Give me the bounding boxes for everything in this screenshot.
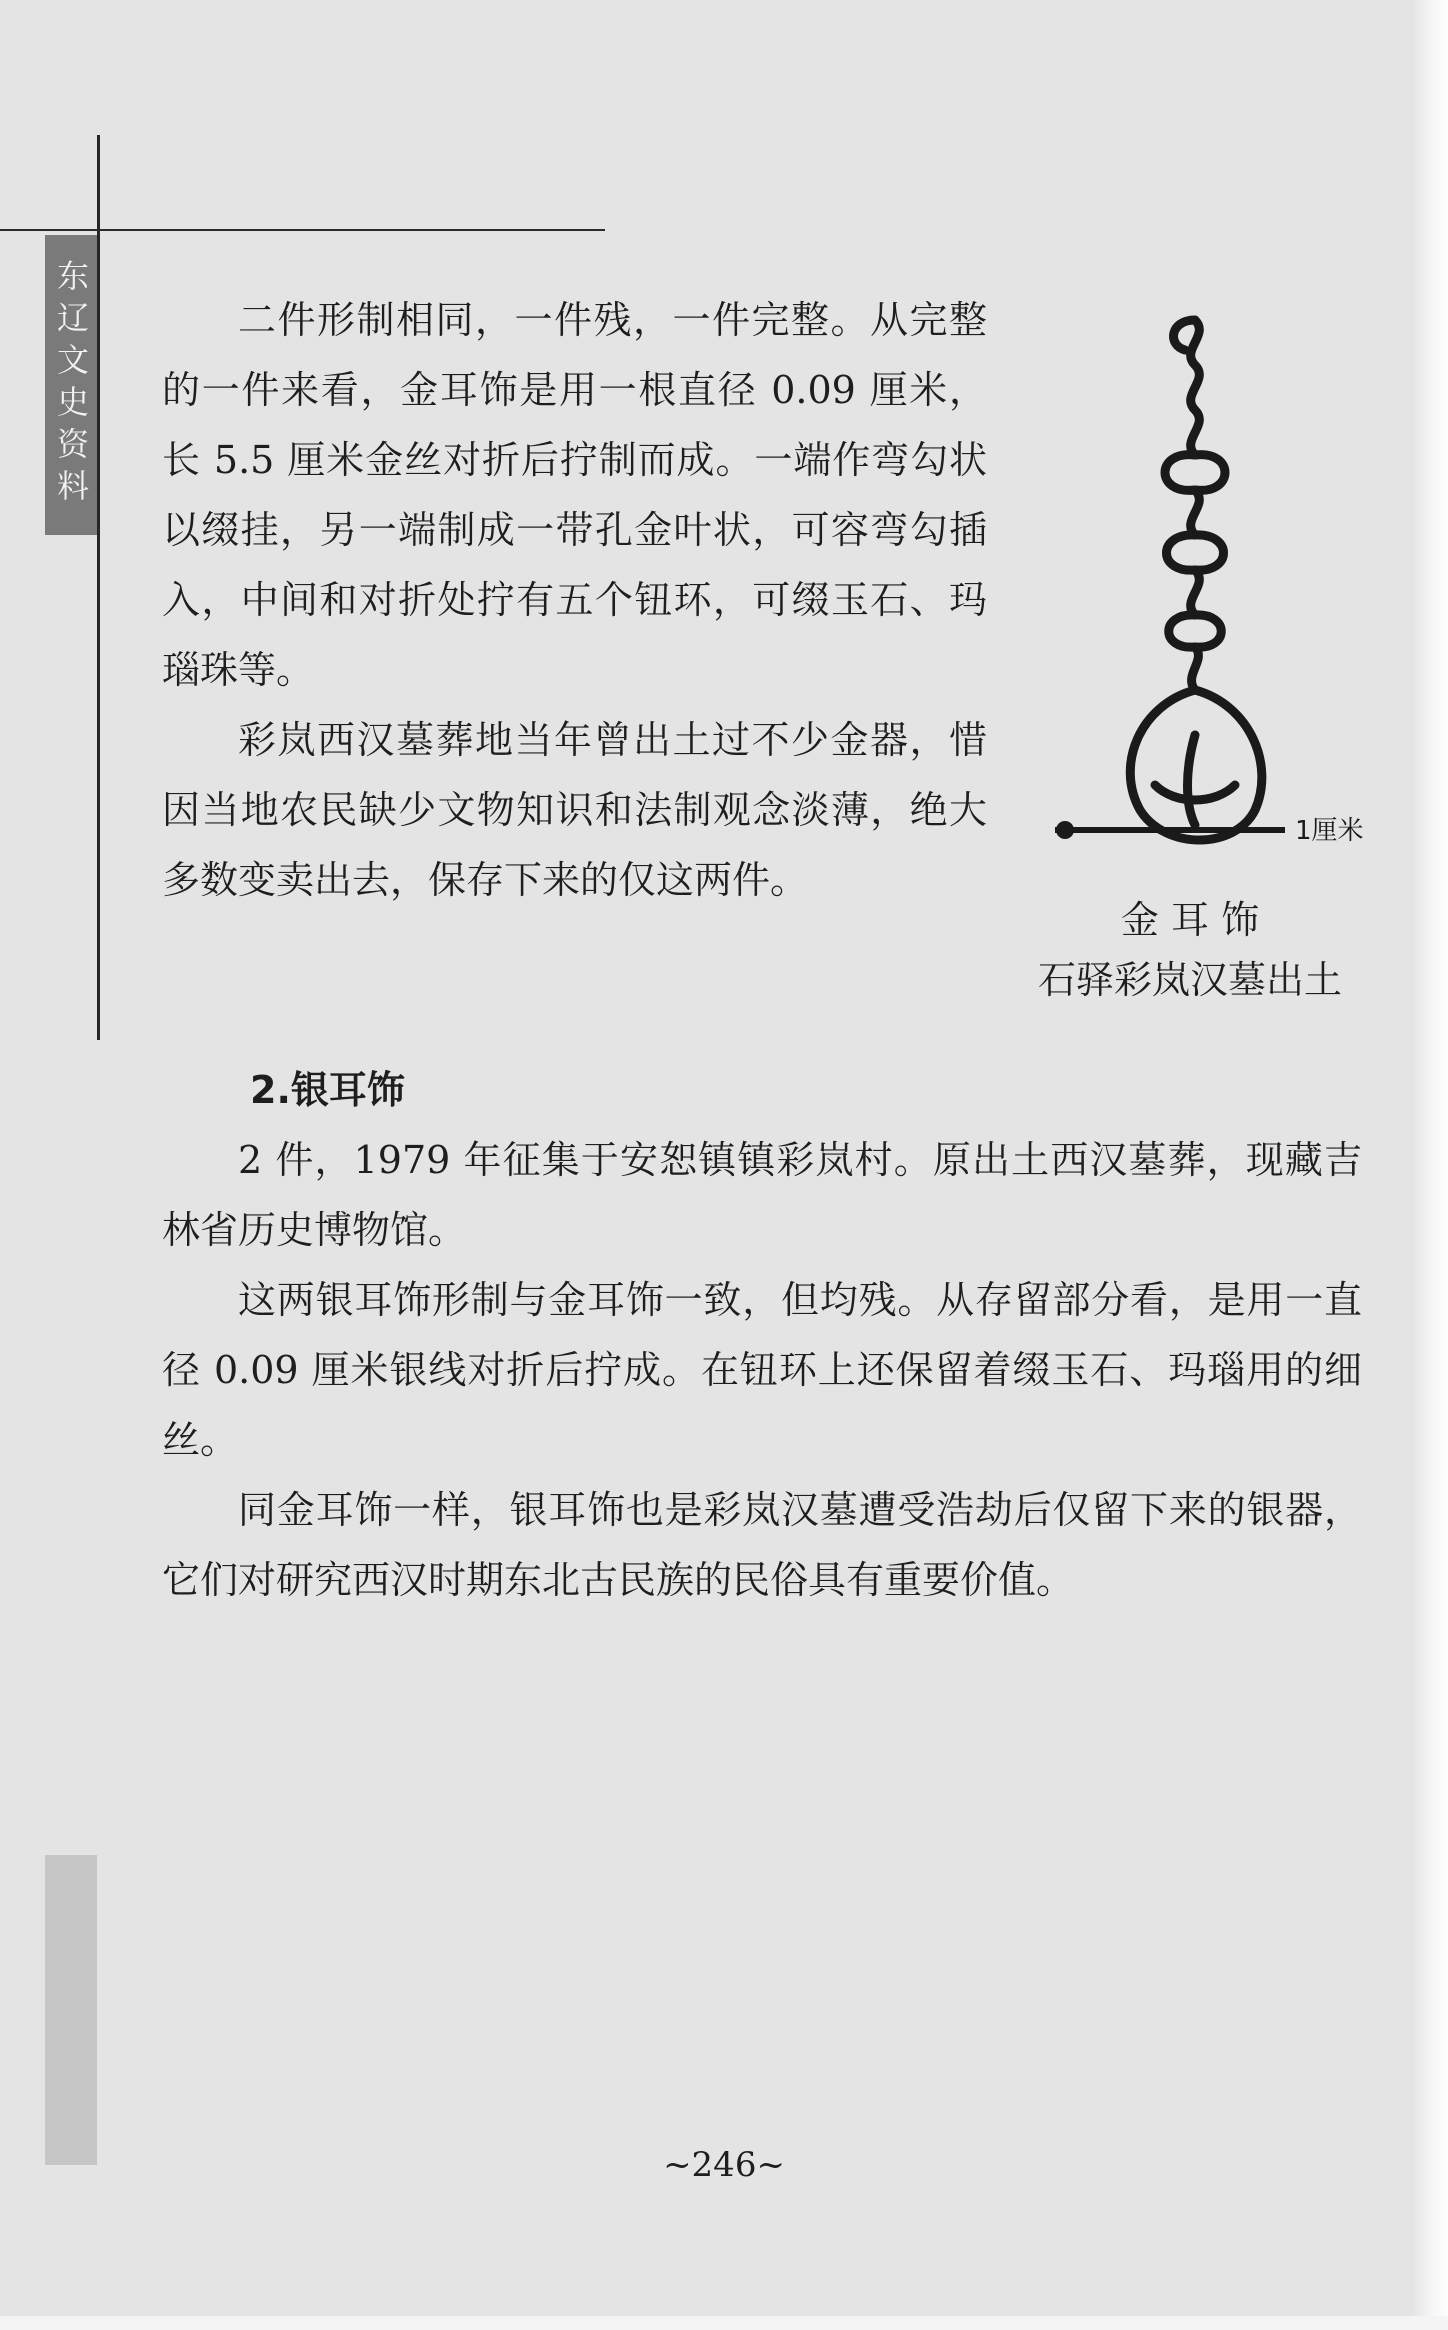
caption-subtitle: 石驿彩岚汉墓出土: [1037, 958, 1342, 1002]
gold-earring-illustration: [1045, 305, 1364, 865]
figure-caption: [1010, 890, 1370, 1010]
sidebar-tab: [45, 235, 97, 535]
paragraph: 二件形制相同，一件残，一件完整。从完整的一件来看，金耳饰是用一根直径 0.09 厘米，长 5.5 厘米金丝对折后拧制而成。一端作弯勾状以缀挂，另一端制成一带孔金叶状，可容弯勾插入，中间和对折处拧有五个钮环，可缀玉石、玛瑙珠等。: [162, 298, 987, 692]
text-column: [162, 285, 987, 915]
scale-label: 1厘米: [1295, 816, 1364, 846]
page-number: ~246~: [663, 2145, 785, 2185]
section-heading: 2.银耳饰: [250, 1068, 405, 1112]
paragraph: 同金耳饰一样，银耳饰也是彩岚汉墓遭受浩劫后仅留下来的银器，它们对研究西汉时期东北古民族的民俗具有重要价值。: [162, 1488, 1362, 1602]
section-body: [162, 1055, 1362, 1615]
sidebar-tab-shadow: [45, 1855, 97, 2165]
paragraph: 彩岚西汉墓葬地当年曾出土过不少金器，惜因当地农民缺少文物知识和法制观念淡薄，绝大多数变卖出去，保存下来的仅这两件。: [162, 718, 987, 902]
page-edge-bottom: [0, 2316, 1448, 2330]
paragraph: 这两银耳饰形制与金耳饰一致，但均残。从存留部分看，是用一直径 0.09 厘米银线对折后拧成。在钮环上还保留着缀玉石、玛瑙用的细丝。: [162, 1278, 1362, 1462]
earring-drawing: [1045, 305, 1364, 865]
caption-title: 金 耳 饰: [1120, 898, 1260, 942]
page-edge: [1412, 0, 1448, 2330]
header-vertical-rule: [97, 135, 100, 1040]
sidebar-label: 东辽文史资料: [52, 259, 90, 511]
header-horizontal-rule: [0, 229, 605, 231]
paragraph: 2 件，1979 年征集于安恕镇镇彩岚村。原出土西汉墓葬，现藏吉林省历史博物馆。: [162, 1138, 1362, 1252]
